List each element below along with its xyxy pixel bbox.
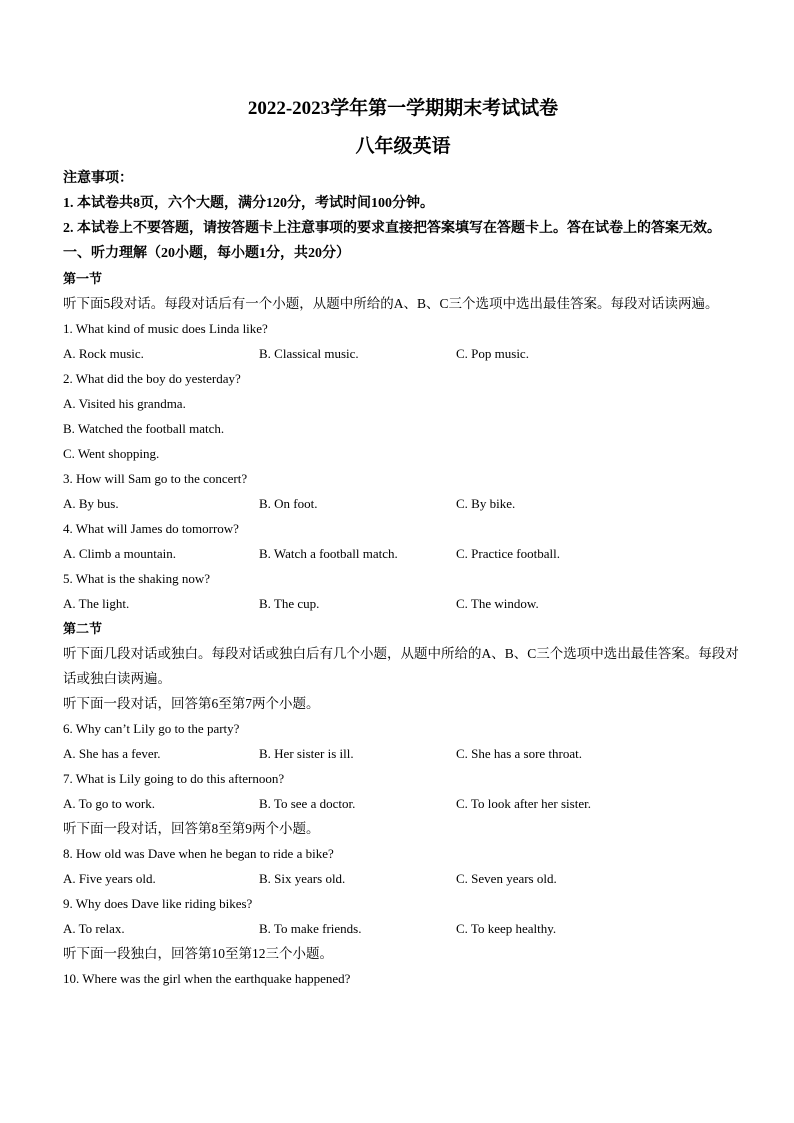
option-a: A. Five years old. — [63, 871, 156, 886]
option-b: B. Six years old. — [259, 871, 346, 886]
option-a: A. By bus. — [63, 496, 119, 511]
option-a: A. To relax. — [63, 921, 125, 936]
option-a: A. The light. — [63, 596, 130, 611]
monologue-intro: 听下面一段独白，回答第10至第12三个小题。 — [63, 946, 333, 961]
question-3: 3. How will Sam go to the concert? — [63, 471, 248, 486]
option-b: B. On foot. — [259, 496, 318, 511]
option-a: A. Climb a mountain. — [63, 546, 177, 561]
option-c: C. By bike. — [456, 496, 516, 511]
option-c: C. To keep healthy. — [456, 921, 557, 936]
question-1: 1. What kind of music does Linda like? — [63, 321, 268, 336]
section2-instruction: 听下面几段对话或独白。每段对话或独白后有几个小题，从题中所给的A、B、C三个选项中选出最佳答案。每段对话或独白读两遍。 — [63, 646, 739, 686]
option-a: A. She has a fever. — [63, 746, 161, 761]
option-c: C. Practice football. — [456, 546, 560, 561]
question-6-options — [63, 741, 743, 766]
option-c: C. Pop music. — [456, 346, 529, 361]
option-c: C. Seven years old. — [456, 871, 557, 886]
notice-item-2: 2. 本试卷上不要答题，请按答题卡上注意事项的要求直接把答案填写在答题卡上。答在试卷上的答案无效。 — [63, 221, 721, 236]
option-a: A. To go to work. — [63, 796, 156, 811]
notice-item-1: 1. 本试卷共8页，六个大题，满分120分，考试时间100分钟。 — [63, 196, 434, 211]
option-c: C. Went shopping. — [63, 446, 160, 461]
question-7-options — [63, 791, 743, 816]
exam-page — [63, 96, 743, 991]
question-8: 8. How old was Dave when he began to ride a bike? — [63, 846, 334, 861]
question-9: 9. Why does Dave like riding bikes? — [63, 896, 253, 911]
section1-instruction: 听下面5段对话。每段对话后有一个小题，从题中所给的A、B、C三个选项中选出最佳答案。每段对话读两遍。 — [63, 296, 719, 311]
question-7: 7. What is Lily going to do this afternoon? — [63, 771, 285, 786]
question-4: 4. What will James do tomorrow? — [63, 521, 239, 536]
question-8-options — [63, 866, 743, 891]
section2-label: 第二节 — [63, 621, 103, 636]
question-6: 6. Why can’t Lily go to the party? — [63, 721, 240, 736]
option-c: C. She has a sore throat. — [456, 746, 583, 761]
question-1-options — [63, 341, 743, 366]
question-5-options — [63, 591, 743, 616]
option-b: B. To see a doctor. — [259, 796, 356, 811]
question-10: 10. Where was the girl when the earthquake happened? — [63, 971, 351, 986]
exam-title: 2022-2023学年第一学期期末考试试卷 — [247, 98, 559, 119]
option-a: A. Visited his grandma. — [63, 396, 186, 411]
option-b: B. Her sister is ill. — [259, 746, 354, 761]
dialog-intro-2: 听下面一段对话，回答第8至第9两个小题。 — [63, 821, 320, 836]
option-b: B. Classical music. — [259, 346, 359, 361]
part1-heading: 一、听力理解（20小题，每小题1分，共20分） — [63, 246, 350, 261]
option-b: B. Watched the football match. — [63, 421, 225, 436]
question-9-options — [63, 916, 743, 941]
option-c: C. To look after her sister. — [456, 796, 591, 811]
question-2: 2. What did the boy do yesterday? — [63, 371, 241, 386]
option-a: A. Rock music. — [63, 346, 144, 361]
dialog-intro-1: 听下面一段对话，回答第6至第7两个小题。 — [63, 696, 320, 711]
question-3-options — [63, 491, 743, 516]
notice-heading: 注意事项： — [63, 171, 133, 186]
option-b: B. The cup. — [259, 596, 320, 611]
section1-label: 第一节 — [63, 271, 103, 286]
option-b: B. Watch a football match. — [259, 546, 398, 561]
option-c: C. The window. — [456, 596, 539, 611]
exam-subtitle: 八年级英语 — [355, 136, 451, 157]
option-b: B. To make friends. — [259, 921, 362, 936]
question-5: 5. What is the shaking now? — [63, 571, 211, 586]
question-4-options — [63, 541, 743, 566]
